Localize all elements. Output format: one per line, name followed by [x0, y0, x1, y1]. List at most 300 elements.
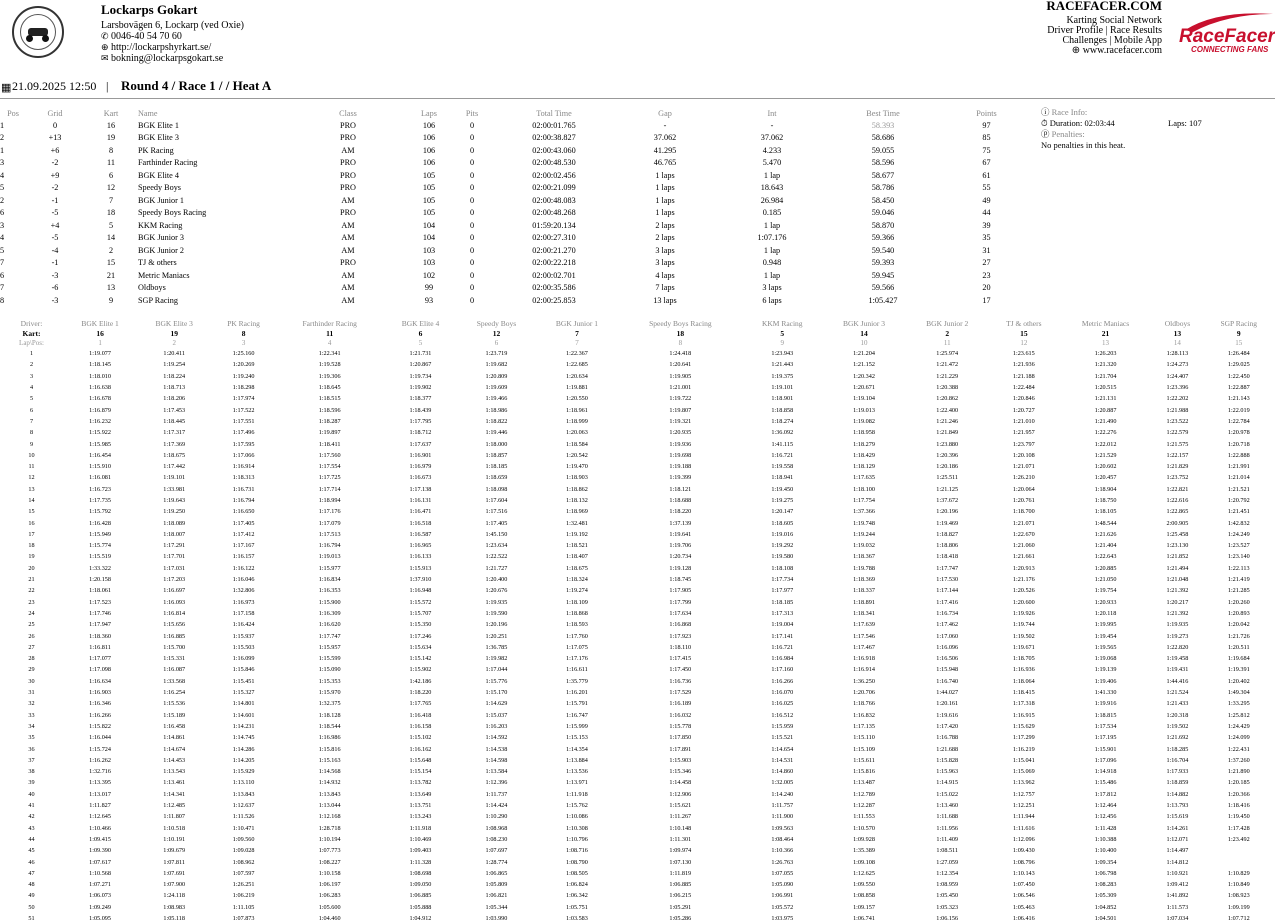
lap-time: 1:18.360 — [89, 632, 111, 640]
lap-time: 1:13.962 — [1012, 779, 1035, 787]
header — [0, 0, 1275, 70]
results-cell: 105 — [422, 170, 436, 180]
laptimes-table — [0, 318, 1275, 924]
lap-time: 1:16.948 — [409, 587, 432, 595]
results-cell: - — [663, 120, 667, 130]
lap-time: 1:14.861 — [163, 734, 186, 742]
racefacer-line1: Karting Social Network — [1066, 15, 1162, 26]
lap-time: 1:08.698 — [409, 869, 432, 877]
lap-number: 37 — [28, 756, 35, 764]
lap-time: 1:15.656 — [163, 621, 186, 629]
lap-time: 1:20.867 — [409, 361, 432, 369]
results-cell: Oldboys — [138, 283, 166, 293]
lap-time: 1:15.353 — [318, 677, 341, 685]
laptimes-row — [0, 664, 1275, 675]
results-cell: 103 — [422, 245, 436, 255]
lap-time: 1:05.118 — [163, 914, 185, 922]
lap-time: 1:09.108 — [853, 858, 875, 866]
lap-time: 1:18.445 — [163, 417, 186, 425]
lap-time: 1:19.935 — [485, 598, 508, 606]
lap-time: 1:13.395 — [89, 779, 111, 787]
lap-time: 1:17.299 — [1012, 734, 1035, 742]
lap-time: 1:14.882 — [1166, 790, 1189, 798]
lap-time: 1:15.929 — [232, 768, 255, 776]
lap-time: 1:19.013 — [318, 553, 341, 561]
lap-time: 1:06.546 — [1012, 892, 1035, 900]
lap-time: 1:33.568 — [163, 677, 186, 685]
lap-time: 1:37.672 — [936, 497, 959, 504]
lap-time: 1:18.298 — [232, 384, 255, 392]
laptimes-pos-row-cell: 5 — [418, 339, 423, 347]
lap-time: 1:18.108 — [771, 564, 794, 572]
results-cell: 0 — [469, 208, 475, 218]
results-cell: 02:00:22.218 — [532, 258, 576, 268]
lap-time: 1:21.285 — [1227, 587, 1250, 595]
lap-time: 1:18.129 — [853, 463, 875, 471]
lap-time: 1:10.143 — [1012, 869, 1035, 877]
lap-number: 1 — [29, 350, 34, 358]
lap-time: 1:22.685 — [566, 361, 588, 369]
lap-time: 1:16.587 — [409, 530, 432, 538]
results-cell: 3 laps — [762, 283, 782, 293]
lap-time: 1:17.176 — [318, 508, 341, 516]
lap-time: 1:18.688 — [669, 497, 692, 504]
lap-time: 1:19.104 — [853, 395, 875, 403]
laptimes-row — [0, 800, 1275, 811]
lap-time: 1:17.450 — [669, 666, 692, 674]
lap-time: 1:18.279 — [853, 440, 875, 448]
results-cell: 2 laps — [655, 220, 675, 230]
lap-time: 1:17.760 — [566, 632, 588, 640]
lap-number: 26 — [28, 632, 35, 640]
lap-time: 1:16.044 — [89, 734, 111, 742]
lap-time: 1:25.511 — [936, 474, 959, 482]
results-cell: PRO — [340, 158, 356, 168]
results-cell: 02:00:38.827 — [532, 133, 576, 143]
lap-time: 1:20.727 — [1012, 406, 1035, 414]
lap-time: 1:15.900 — [318, 598, 341, 606]
lap-time: 1:21.131 — [1094, 395, 1117, 403]
lap-time: 1:44.027 — [936, 689, 959, 697]
lap-time: 1:28.774 — [485, 858, 508, 866]
results-row — [0, 169, 1035, 182]
lap-time: 1:19.082 — [853, 417, 875, 425]
lap-time: 1:15.902 — [409, 666, 432, 674]
lap-time: 1:05.600 — [318, 903, 341, 911]
lap-time: 1:14.932 — [318, 779, 341, 787]
lap-time: 1:15.724 — [89, 745, 111, 753]
lap-time: 1:19.982 — [485, 655, 508, 663]
lap-time: 1:05.809 — [485, 881, 508, 889]
lap-time: 1:17.522 — [232, 406, 255, 414]
lap-time: 1:19.641 — [669, 530, 692, 538]
lap-time: 1:14.286 — [232, 745, 255, 753]
lap-time: 1:17.098 — [89, 666, 111, 674]
lap-time: 1:10.194 — [318, 835, 341, 843]
lap-time: 1:06.073 — [89, 892, 111, 900]
lap-time: 1:20.542 — [566, 451, 588, 459]
lap-time: 1:19.274 — [566, 587, 588, 595]
lap-time: 1:21.529 — [1094, 451, 1117, 459]
results-cell: 0.185 — [762, 208, 782, 218]
results-cell: 46.765 — [653, 158, 677, 168]
lap-number: 31 — [28, 689, 35, 697]
lap-number: 35 — [28, 734, 35, 742]
results-cell: 12 — [106, 183, 116, 193]
results-cell: 0 — [469, 145, 475, 155]
lap-time: 1:10.471 — [232, 824, 255, 832]
lap-time: 1:19.565 — [1094, 643, 1117, 651]
lap-time: 1:18.544 — [318, 722, 341, 730]
lap-time: 1:12.757 — [1012, 790, 1035, 798]
phone-icon: ✆ — [101, 31, 109, 41]
lap-time: 1:10.570 — [853, 824, 875, 832]
lap-time: 1:17.747 — [318, 632, 341, 640]
club-email-link[interactable]: bokning@lockarpsgokart.se — [111, 53, 224, 64]
lap-time: 1:20.935 — [669, 429, 692, 437]
lap-time: 1:16.915 — [1012, 711, 1035, 719]
race-title: Round 4 / Race 1 / / Heat A — [121, 78, 272, 93]
lap-number: 24 — [28, 609, 35, 617]
lap-time: 1:24.099 — [1227, 734, 1250, 742]
lap-time: 1:17.534 — [1094, 722, 1117, 730]
laptimes-driver-row-cell: PK Racing — [227, 318, 260, 328]
lap-time: 1:20.511 — [1227, 643, 1250, 651]
results-cell: 59.055 — [871, 145, 895, 155]
results-cell: 26.984 — [760, 195, 784, 205]
club-web-link[interactable]: http://lockarpshyrkart.se/ — [111, 42, 212, 53]
laptimes-driver-row-cell: TJ & others — [1006, 318, 1042, 328]
lap-time: 1:16.901 — [409, 451, 432, 459]
lap-time: 1:17.746 — [89, 609, 111, 617]
results-cell: 37.062 — [653, 133, 677, 143]
lap-time: 1:16.162 — [409, 745, 432, 753]
lap-time: 1:19.609 — [485, 384, 508, 392]
lap-time: 1:16.611 — [566, 666, 588, 674]
laptimes-kart-row-cell: 7 — [575, 328, 579, 338]
laptimes-pos-row-cell: 2 — [172, 339, 176, 347]
results-cell: AM — [341, 233, 355, 243]
lap-time: 1:49.304 — [1227, 689, 1250, 697]
lap-time: 1:14.812 — [1166, 858, 1189, 866]
racefacer-url[interactable]: www.racefacer.com — [1082, 45, 1162, 56]
lap-time: 1:07.811 — [163, 858, 185, 866]
results-cell: 5.470 — [762, 158, 782, 168]
lap-time: 1:21.188 — [1012, 372, 1035, 380]
lap-time: 1:13.536 — [566, 768, 588, 776]
lap-time: 1:22.157 — [1166, 451, 1189, 459]
lap-time: 1:08.511 — [936, 847, 959, 855]
lap-time: 1:16.704 — [1166, 756, 1189, 764]
penalties-label: Penalties: — [1051, 129, 1085, 139]
lap-time: 1:42.186 — [409, 677, 432, 685]
lap-time: 1:06.156 — [936, 914, 959, 922]
lap-time: 1:16.885 — [163, 632, 186, 640]
laptimes-driver-row-cell: SGP Racing — [1220, 318, 1258, 328]
lap-time: 1:11.105 — [232, 903, 255, 911]
lap-time: 1:28.718 — [318, 824, 341, 832]
results-cell: AM — [341, 270, 355, 280]
results-cell: 59.945 — [871, 270, 895, 280]
lap-time: 1:14.745 — [232, 734, 255, 742]
lap-time: 1:23.880 — [936, 440, 959, 448]
lap-time: 1:15.331 — [163, 655, 186, 663]
results-col-header: Best Time — [866, 108, 900, 118]
lap-time: 1:14.497 — [1166, 847, 1189, 855]
lap-time: 1:17.812 — [1094, 790, 1117, 798]
lap-time: 1:18.901 — [771, 395, 794, 403]
lap-time: 1:15.621 — [669, 802, 692, 810]
results-cell: 3 laps — [655, 258, 675, 268]
lap-time: 1:22.865 — [1166, 508, 1189, 516]
lap-time: 1:20.318 — [1166, 711, 1189, 719]
lap-number: 34 — [28, 722, 35, 730]
results-col-header: Points — [976, 108, 997, 118]
results-cell: 1 lap — [763, 170, 781, 180]
lap-time: 1:19.032 — [853, 542, 875, 550]
lap-time: 1:03.583 — [566, 914, 588, 922]
lap-time: 1:16.638 — [89, 384, 111, 392]
lap-time: 1:17.453 — [163, 406, 186, 414]
lap-time: 1:15.762 — [566, 802, 588, 810]
lap-time: 1:13.843 — [318, 790, 341, 798]
lap-time: 1:09.028 — [232, 847, 255, 855]
results-cell: 20 — [982, 283, 991, 293]
lap-time: 1:16.811 — [89, 643, 111, 651]
laptimes-row — [0, 393, 1275, 404]
lap-time: 1:22.367 — [566, 350, 588, 358]
lap-time: 1:37.139 — [669, 519, 692, 527]
lap-time: 1:27.059 — [936, 858, 959, 866]
lap-time: 1:16.697 — [163, 587, 186, 595]
results-col-header: Gap — [658, 108, 672, 118]
lap-number: 16 — [28, 519, 35, 527]
lap-time: 1:15.903 — [669, 756, 692, 764]
results-cell: 58.870 — [871, 220, 895, 230]
lap-time: 1:15.599 — [318, 655, 341, 663]
lap-time: 1:19.502 — [1012, 632, 1035, 640]
results-row — [0, 207, 1035, 220]
lap-time: 1:20.161 — [936, 700, 959, 708]
lap-time: 1:13.971 — [566, 779, 588, 787]
lap-time: 1:07.597 — [232, 869, 255, 877]
lap-time: 1:18.220 — [669, 508, 692, 516]
lap-time: 1:10.158 — [318, 869, 341, 877]
laptimes-row — [0, 517, 1275, 528]
lap-time: 1:21.204 — [853, 350, 875, 358]
lap-time: 1:14.341 — [163, 790, 186, 798]
lap-time: 1:06.741 — [853, 914, 875, 922]
laptimes-driver-row-cell: Speedy Boys Racing — [649, 318, 712, 328]
results-col-header: Grid — [47, 108, 63, 118]
lap-time: 1:21.451 — [1227, 508, 1250, 516]
lap-time: 1:18.109 — [566, 598, 588, 606]
lap-time: 1:15.109 — [853, 745, 875, 753]
lap-time: 1:37.260 — [1227, 756, 1250, 764]
racefacer-brand[interactable]: RACEFACER.COM — [1046, 0, 1162, 13]
lap-time: 1:07.900 — [163, 881, 186, 889]
lap-time: 1:21.071 — [1012, 463, 1035, 471]
lap-time: 1:20.118 — [1094, 609, 1117, 617]
lap-time: 1:16.740 — [936, 677, 959, 685]
lap-time: 1:21.661 — [1012, 553, 1035, 561]
lap-time: 1:19.580 — [771, 553, 794, 561]
lap-time: 1:17.135 — [853, 722, 875, 730]
lap-number: 9 — [29, 440, 34, 448]
lap-time: 1:15.153 — [566, 734, 588, 742]
lap-time: 1:14.531 — [771, 756, 794, 764]
lap-time: 1:13.487 — [853, 779, 875, 787]
lap-time: 1:17.554 — [318, 463, 341, 471]
lap-time: 1:18.766 — [853, 700, 875, 708]
lap-time: 1:22.522 — [485, 553, 508, 561]
lap-time: 1:05.286 — [669, 914, 692, 922]
lap-number: 33 — [28, 711, 35, 719]
lap-time: 1:18.429 — [853, 451, 875, 459]
lap-time: 1:17.523 — [89, 598, 111, 606]
lap-time: 1:10.469 — [409, 835, 432, 843]
lap-time: 1:16.232 — [89, 417, 111, 425]
lap-time: 1:26.484 — [1227, 350, 1250, 358]
results-cell: -6 — [51, 283, 59, 293]
lap-time: 1:23.752 — [1166, 474, 1189, 482]
laptimes-driver-row-cell: BGK Elite 3 — [155, 318, 193, 328]
lap-number: 21 — [28, 576, 35, 584]
lap-time: 1:19.528 — [318, 361, 341, 369]
lap-time: 1:22.431 — [1227, 745, 1250, 753]
lap-time: 1:07.691 — [163, 869, 186, 877]
laptimes-row — [0, 811, 1275, 822]
lap-time: 1:16.903 — [89, 689, 111, 697]
results-cell: 02:00:02.701 — [532, 270, 576, 280]
laptimes-row — [0, 913, 1275, 924]
results-cell: 02:00:21.099 — [532, 183, 576, 193]
results-cell: -1 — [51, 258, 59, 268]
lap-time: 1:05.090 — [771, 881, 794, 889]
results-cell: 02:00:02.456 — [532, 170, 576, 180]
lap-number: 10 — [28, 451, 35, 459]
lap-time: 1:19.558 — [771, 463, 794, 471]
lap-number: 18 — [28, 542, 35, 550]
lap-time: 1:19.275 — [771, 497, 794, 504]
lap-time: 1:19.101 — [771, 384, 794, 392]
results-cell: 7 — [108, 195, 114, 205]
results-cell: 5 — [0, 245, 5, 255]
lap-time: 1:11.737 — [485, 790, 508, 798]
lap-time: 1:14.354 — [566, 745, 588, 753]
lap-time: 1:16.984 — [771, 655, 794, 663]
lap-time: 1:18.859 — [1166, 779, 1189, 787]
lap-time: 1:17.933 — [1166, 768, 1189, 776]
results-cell: Metric Maniacs — [138, 270, 190, 280]
lap-time: 1:11.328 — [409, 858, 432, 866]
laptimes-row — [0, 529, 1275, 540]
lap-time: 1:18.145 — [89, 361, 111, 369]
lap-time: 1:13.543 — [163, 768, 186, 776]
lap-time: 1:16.158 — [409, 722, 432, 730]
lap-time: 1:12.096 — [1012, 835, 1035, 843]
results-cell: AM — [341, 195, 355, 205]
laptimes-driver-row-cell: BGK Elite 4 — [401, 318, 440, 328]
lap-time: 1:16.868 — [669, 621, 692, 629]
lap-time: 1:05.888 — [409, 903, 432, 911]
results-cell: PRO — [340, 170, 356, 180]
lap-time: 1:19.682 — [485, 361, 508, 369]
results-table — [0, 107, 1035, 307]
laptimes-kart-row-cell: 18 — [676, 328, 685, 338]
laptimes-kart-row-cell: 8 — [241, 328, 246, 338]
results-row — [0, 182, 1035, 195]
lap-time: 1:16.747 — [566, 711, 588, 719]
lap-time: 1:17.044 — [485, 666, 508, 674]
lap-time: 1:06.416 — [1012, 914, 1035, 922]
lap-time: 1:18.010 — [89, 372, 111, 380]
lap-time: 1:24.273 — [1166, 361, 1189, 369]
lap-time: 1:20.396 — [936, 451, 959, 459]
lap-time: 1:12.168 — [318, 813, 341, 821]
lap-time: 1:07.034 — [1166, 914, 1189, 922]
results-col-header: Kart — [103, 108, 119, 118]
lap-time: 1:13.461 — [163, 779, 186, 787]
lap-time: 1:22.012 — [1094, 440, 1117, 448]
lap-time: 1:19.706 — [669, 542, 692, 550]
lap-time: 1:21.890 — [1227, 768, 1250, 776]
lap-time: 1:17.747 — [936, 564, 959, 572]
lap-time: 1:13.751 — [409, 802, 432, 810]
lap-time: 1:22.784 — [1227, 417, 1250, 425]
laptimes-row — [0, 879, 1275, 890]
lap-time: 1:21.443 — [771, 361, 794, 369]
lap-time: 1:18.969 — [566, 508, 588, 516]
lap-number: 51 — [28, 914, 35, 922]
results-cell: - — [770, 120, 774, 130]
lap-time: 1:18.903 — [566, 474, 588, 482]
lap-number: 15 — [28, 508, 35, 516]
lap-time: 1:18.418 — [936, 553, 959, 561]
results-cell: 23 — [982, 270, 991, 280]
lap-time: 1:18.858 — [771, 406, 794, 414]
lap-time: 1:07.617 — [89, 858, 111, 866]
lap-time: 1:17.075 — [566, 643, 588, 651]
results-cell: AM — [341, 245, 355, 255]
lap-time: 1:21.060 — [1012, 542, 1035, 550]
lap-time: 1:17.891 — [669, 745, 692, 753]
laptimes-pos-row-cell: 10 — [860, 339, 868, 347]
lap-time: 1:21.988 — [1166, 406, 1189, 414]
club-name: Lockarps Gokart — [101, 2, 198, 17]
lap-time: 1:20.196 — [485, 621, 508, 629]
lap-time: 1:17.176 — [566, 655, 588, 663]
info-icon: ⓘ — [1041, 107, 1052, 117]
lap-number: 8 — [29, 429, 34, 437]
results-row — [0, 194, 1035, 207]
lap-time: 1:16.794 — [318, 542, 341, 550]
lap-time: 1:16.936 — [1012, 666, 1035, 674]
results-cell: 02:00:48.530 — [532, 158, 576, 168]
lap-time: 1:19.240 — [232, 372, 255, 380]
lap-time: 1:12.396 — [485, 779, 508, 787]
laptimes-pos-row-label: Lap\Pos: — [19, 339, 44, 347]
lap-time: 1:09.928 — [853, 835, 875, 843]
lap-time: 1:32.005 — [771, 779, 794, 787]
lap-time: 1:16.099 — [232, 655, 255, 663]
lap-number: 32 — [28, 700, 35, 708]
lap-time: 1:16.454 — [89, 451, 111, 459]
lap-time: 1:15.700 — [163, 643, 186, 651]
lap-time: 1:18.411 — [318, 440, 341, 448]
results-cell: 4 — [0, 170, 5, 180]
results-cell: Farthinder Racing — [138, 158, 198, 168]
